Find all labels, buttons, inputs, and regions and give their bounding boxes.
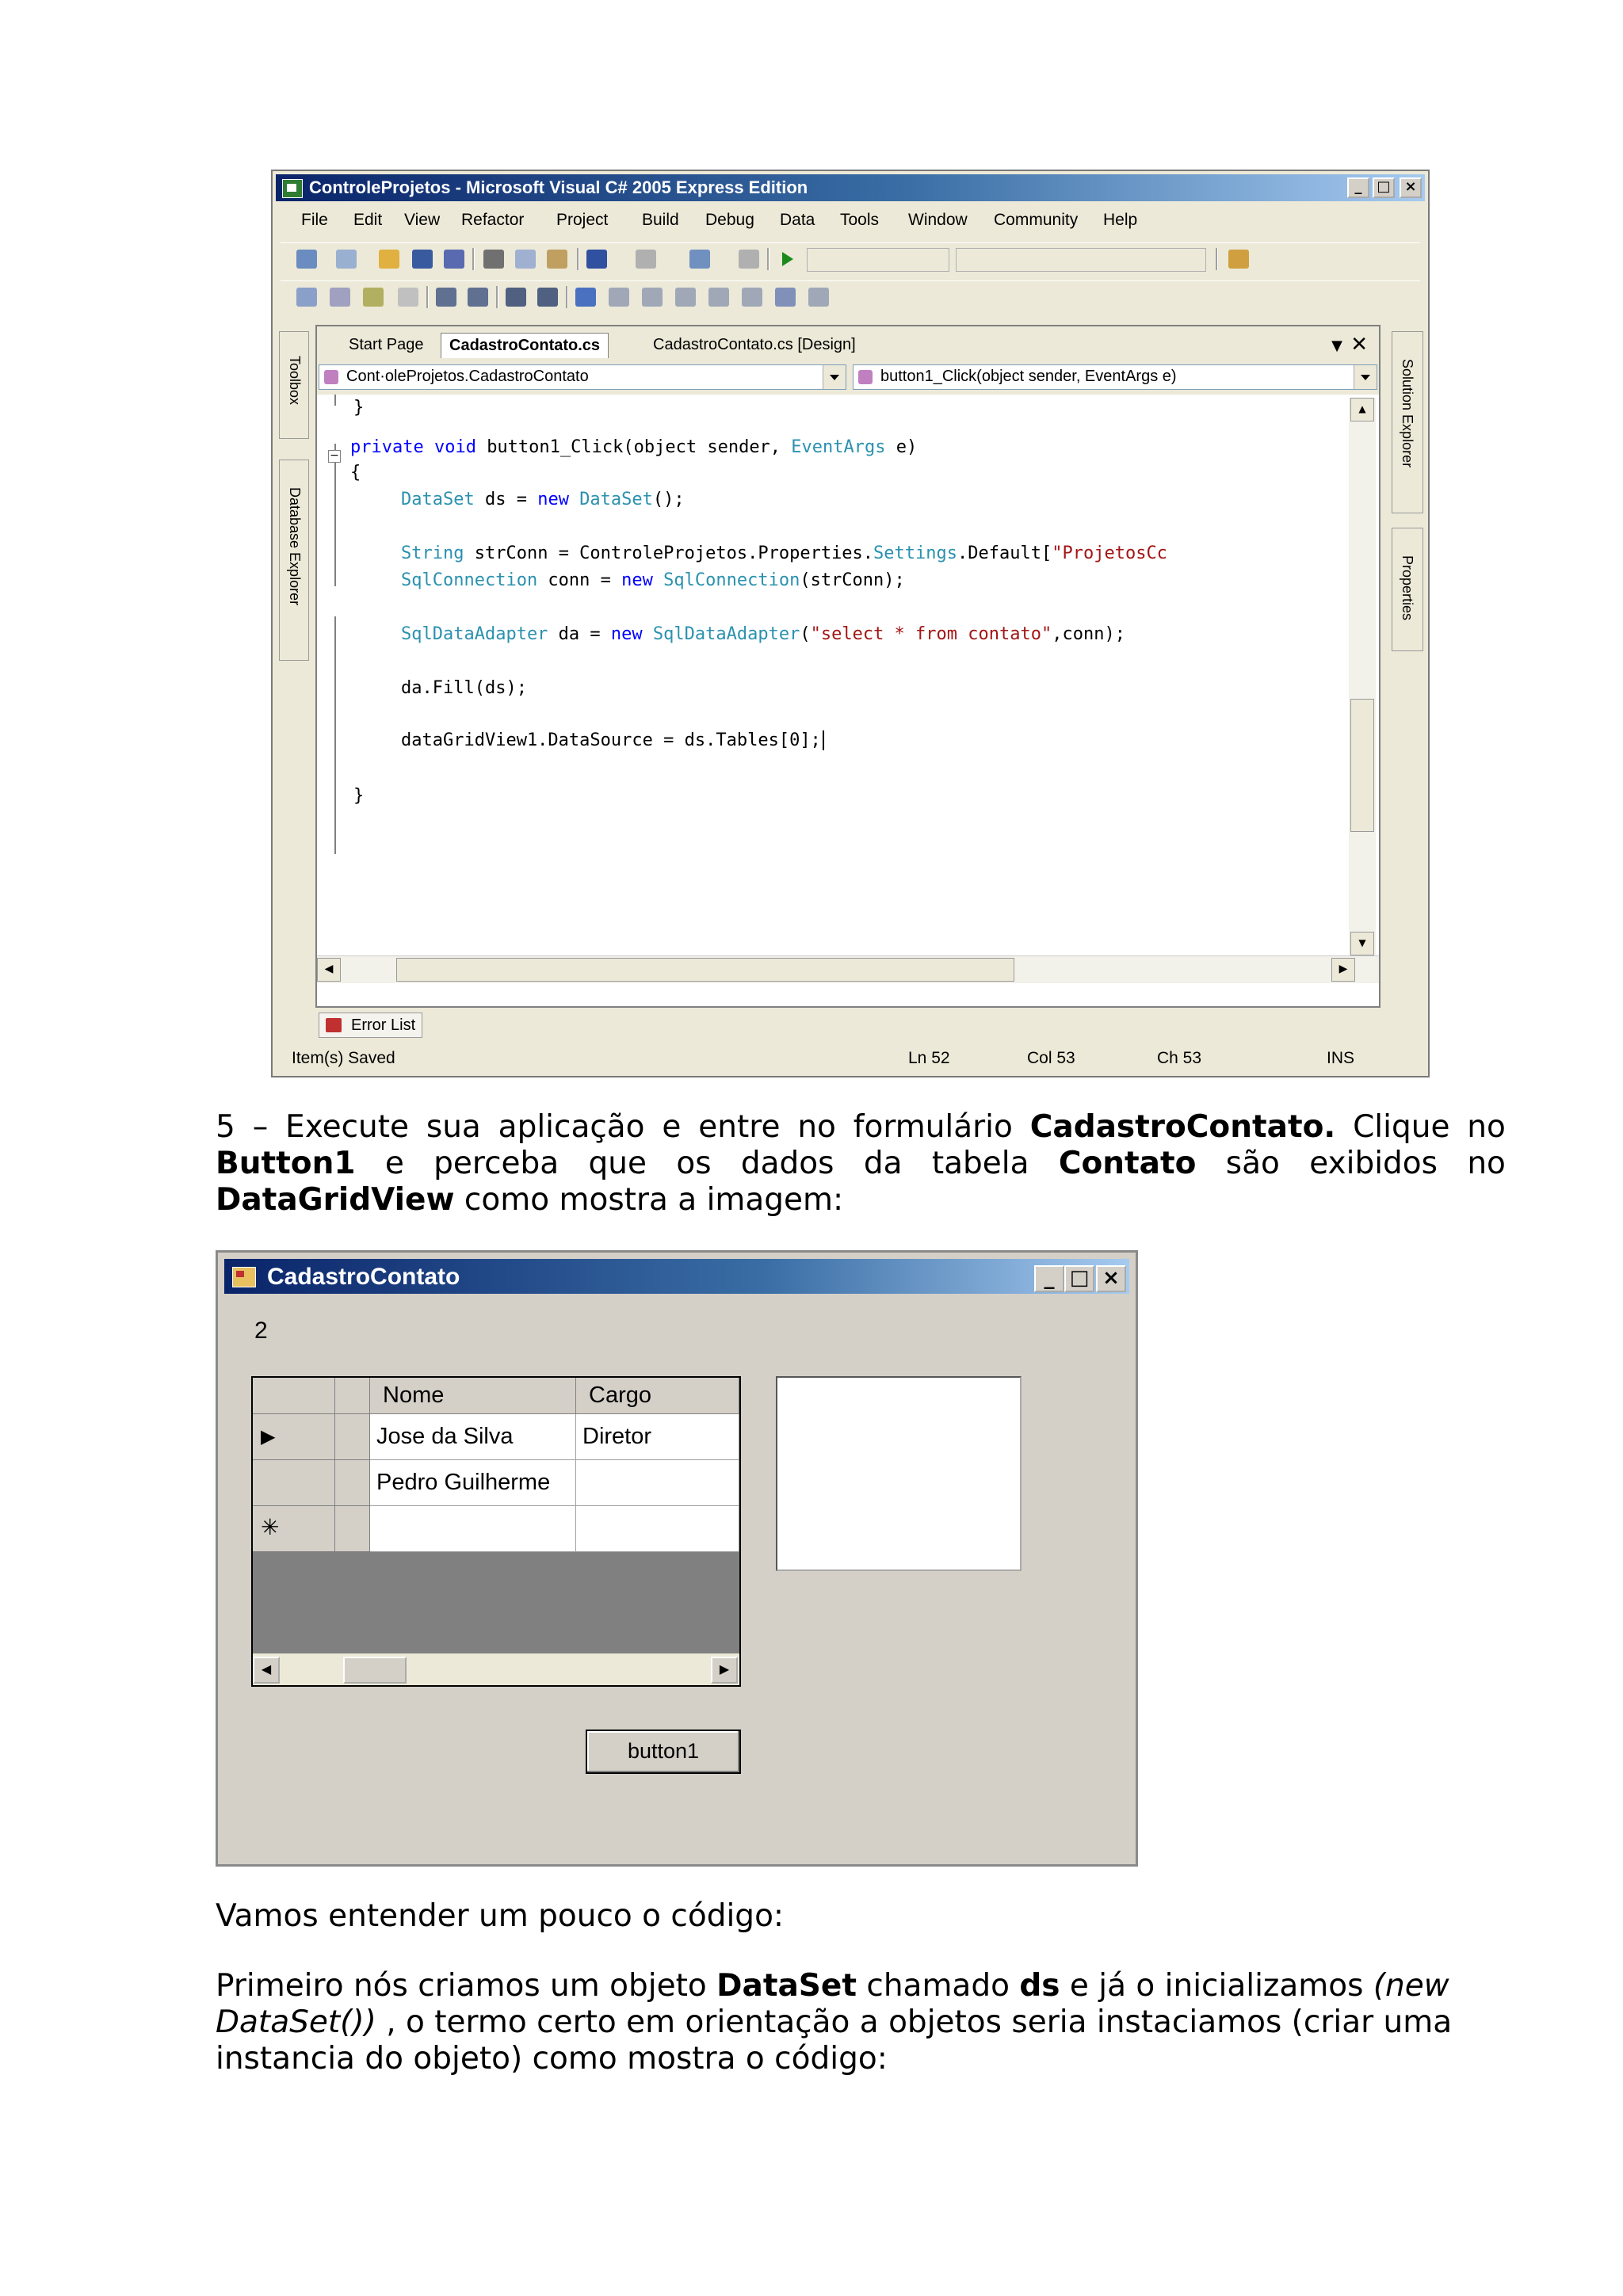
solution-explorer-tab[interactable]: Solution Explorer [1392,331,1423,513]
comment-lines-icon[interactable] [506,288,526,307]
find-in-files-icon[interactable] [1228,250,1249,269]
minimize-button[interactable]: _ [1347,177,1369,198]
code-line: SqlConnection conn = new SqlConnection(strConn); [401,570,905,590]
navigate-backward-icon[interactable] [689,250,710,269]
grid-horizontal-scrollbar[interactable] [253,1653,739,1685]
column-header-cargo[interactable]: Cargo [576,1378,739,1414]
menu-help[interactable]: Help [1103,211,1138,229]
scroll-left-icon[interactable]: ◀ [317,958,341,982]
save-all-icon[interactable] [444,250,464,269]
cell-nome[interactable] [370,1506,576,1552]
column-header-nome[interactable]: Nome [370,1378,576,1414]
code-line: SqlDataAdapter da = new SqlDataAdapter("select * from contato",conn); [401,624,1125,644]
scroll-thumb[interactable] [1350,699,1374,832]
row-indicator [253,1460,335,1506]
table-row[interactable] [253,1460,739,1506]
code-editor [315,325,1381,1008]
count-label: 2 [254,1318,268,1344]
status-bar [276,1043,1425,1074]
previous-bookmark-icon[interactable] [609,288,629,307]
cell-cargo[interactable]: Diretor [576,1414,739,1460]
scroll-right-icon[interactable]: ▶ [711,1657,738,1684]
scroll-thumb[interactable] [343,1657,407,1684]
previous-bookmark-folder-icon[interactable] [675,288,696,307]
list-box[interactable] [776,1376,1022,1571]
scroll-up-icon[interactable]: ▲ [1350,398,1374,421]
text-editor-toolbar [281,280,1420,313]
display-object-member-list-icon[interactable] [296,288,317,307]
menu-edit[interactable]: Edit [353,211,383,229]
navigate-forward-icon[interactable] [739,250,759,269]
uncomment-lines-icon[interactable] [537,288,558,307]
code-line: } [353,786,365,806]
scroll-left-icon[interactable]: ◀ [253,1657,280,1684]
data-grid-view[interactable] [251,1376,741,1687]
row-indicator: ▶ [253,1414,335,1460]
status-char: Ch 53 [1157,1049,1202,1067]
add-item-icon[interactable] [336,250,357,269]
toolbox-tab[interactable]: Toolbox [279,331,309,439]
vs-window-title: ControleProjetos - Microsoft Visual C# 2005 Express Edition [309,177,808,197]
maximize-button[interactable]: □ [1064,1265,1094,1292]
cell-nome[interactable]: Jose da Silva [370,1414,576,1460]
code-line: { [350,463,361,482]
code-line: } [353,398,365,418]
next-bookmark-folder-icon[interactable] [708,288,729,307]
code-line: private void button1_Click(object sender, EventArgs e) [350,437,918,457]
status-line: Ln 52 [908,1049,950,1067]
tab-start-page[interactable]: Start Page [349,336,424,353]
cell-cargo[interactable] [576,1506,739,1552]
menu-project[interactable]: Project [556,211,609,229]
chevron-down-icon [1354,365,1377,389]
table-row-new[interactable] [253,1506,739,1552]
save-icon[interactable] [412,250,433,269]
code-line: dataGridView1.DataSource = ds.Tables[0]; [401,730,824,750]
status-insert-mode: INS [1327,1049,1355,1067]
menu-window[interactable]: Window [908,211,968,229]
decrease-indent-icon[interactable] [436,288,456,307]
clear-bookmarks-icon[interactable] [808,288,829,307]
grid-header-row [253,1378,739,1414]
horizontal-scrollbar[interactable] [317,955,1379,983]
copy-icon[interactable] [515,250,536,269]
code-line: da.Fill(ds); [401,678,527,698]
properties-tab[interactable]: Properties [1392,528,1423,651]
tab-cadastrocontato-cs[interactable]: CadastroContato.cs [441,333,609,358]
scroll-right-icon[interactable]: ▶ [1331,958,1355,982]
solution-config-combo[interactable] [807,248,949,272]
code-line: String strConn = ControleProjetos.Properties.Settings.Default["ProjetosCc [401,543,1167,563]
new-project-icon[interactable] [296,250,317,269]
vertical-scrollbar[interactable] [1349,398,1376,955]
minimize-button[interactable]: _ [1034,1265,1064,1292]
menu-file[interactable]: File [301,211,328,229]
form-title: CadastroContato [267,1264,460,1290]
close-button[interactable]: × [1096,1265,1126,1292]
previous-bookmark-in-document-icon[interactable] [742,288,762,307]
display-parameter-info-icon[interactable] [330,288,350,307]
error-list-tab[interactable]: Error List [319,1013,422,1038]
vs-screenshot [271,170,1430,1077]
increase-indent-icon[interactable] [468,288,488,307]
code-text-area[interactable] [341,395,1346,955]
undo-icon[interactable] [586,250,607,269]
standard-toolbar [281,242,1420,275]
paste-icon[interactable] [547,250,567,269]
cell-nome[interactable]: Pedro Guilherme [370,1460,576,1506]
explanation-paragraph: Primeiro nós criamos um objeto DataSet chamado ds e já o inicializamos (new DataSet()) , o termo certo em orientação a objetos seria instaciamos (criar uma instancia do objeto) como mostra o código: [216,1968,1453,2077]
status-column: Col 53 [1027,1049,1075,1067]
navigation-bar [317,360,1379,395]
method-icon [858,370,873,384]
editor-gutter [317,395,341,955]
class-combo[interactable]: Cont·oleProjetos.CadastroContato [319,364,846,390]
new-row-icon: ✳ [253,1506,335,1552]
menu-build[interactable]: Build [642,211,679,229]
cut-icon[interactable] [483,250,504,269]
maximize-button[interactable]: □ [1373,177,1395,198]
toggle-bookmark-icon[interactable] [575,288,596,307]
database-explorer-tab[interactable]: Database Explorer [279,460,309,661]
form-icon [232,1267,256,1287]
vs-menu-bar [277,206,1423,233]
menu-tools[interactable]: Tools [840,211,880,229]
table-row[interactable] [253,1414,739,1460]
status-message: Item(s) Saved [292,1049,395,1067]
class-icon [324,370,338,384]
display-quick-info-icon[interactable] [363,288,384,307]
member-combo[interactable]: button1_Click(object sender, EventArgs e) [853,364,1377,390]
cadastrocontato-form-screenshot [216,1250,1138,1867]
open-file-icon[interactable] [379,250,399,269]
menu-view[interactable]: View [404,211,441,229]
find-combo[interactable] [956,248,1206,272]
cell-cargo[interactable] [576,1460,739,1506]
chevron-down-icon [823,365,846,389]
button1[interactable]: button1 [586,1730,741,1774]
explanation-intro: Vamos entender um pouco o código: [216,1898,785,1934]
close-button[interactable]: × [1400,177,1422,198]
scroll-thumb[interactable] [396,958,1014,982]
display-word-completion-icon[interactable] [398,288,418,307]
step-5-paragraph: 5 – Execute sua aplicação e entre no formulário CadastroContato. Clique no Button1 e perceba que os dados da tabela Contato são exibidos no DataGridView como mostra a imagem: [216,1109,1506,1218]
tab-cadastrocontato-design[interactable]: CadastroContato.cs [Design] [653,336,856,353]
code-line: DataSet ds = new DataSet(); [401,490,685,509]
redo-icon[interactable] [636,250,656,269]
tab-dropdown-icon[interactable]: ▼ [1331,338,1342,354]
form-title-bar [224,1259,1129,1294]
text-cursor [823,730,824,750]
close-tab-icon[interactable]: ✕ [1350,333,1368,357]
menu-debug[interactable]: Debug [705,211,754,229]
document-tabs [317,326,1379,360]
menu-data[interactable]: Data [780,211,815,229]
vs-app-icon [282,179,303,198]
menu-refactor[interactable]: Refactor [461,211,525,229]
vs-title-bar [276,174,1425,201]
next-bookmark-in-document-icon[interactable] [775,288,796,307]
start-debugging-icon[interactable] [777,250,797,269]
scroll-down-icon[interactable]: ▼ [1350,932,1374,955]
error-list-icon [326,1018,342,1032]
next-bookmark-icon[interactable] [642,288,663,307]
menu-community[interactable]: Community [994,211,1079,229]
collapse-icon[interactable]: − [328,450,341,463]
